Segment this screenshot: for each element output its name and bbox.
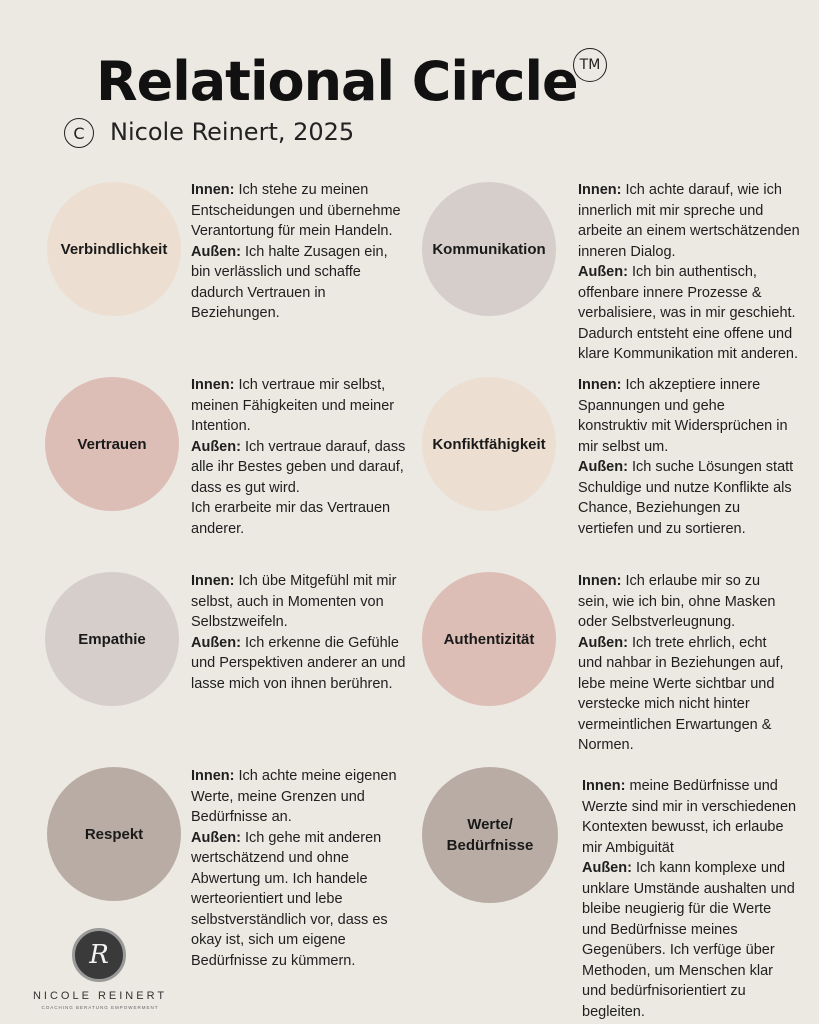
- inner-label: Innen:: [191, 377, 235, 393]
- circle-vertrauen: [45, 377, 179, 511]
- circle-werte-beduerfnisse: [422, 767, 558, 903]
- circle-label: Verbindlichkeit: [60, 240, 168, 258]
- outer-label: Außen:: [578, 634, 628, 651]
- desc-empathie: Innen: Ich übe Mitgefühl mit mir selbst, auch in Momenten von Selbstzweifeln. Außen: Ich erkenne die Gefühle und Perspektiven anderer an und lasse mich von ihnen berühren.: [191, 573, 406, 692]
- desc-verbindlichkeit: Innen: Ich stehe zu meinen Entscheidungen und übernehme Verantortung für mein Handeln. Außen: Ich halte Zusagen ein, bin verlässlich und schaffe dadurch Vertrauen in Beziehungen.: [191, 182, 401, 321]
- trademark-icon: TM: [573, 48, 607, 82]
- logo-name: NICOLE REINERT: [32, 990, 168, 1002]
- desc-werte-beduerfnisse: Innen: meine Bedürfnisse und Werzte sind mir in verschiedenen Kontexten bewusst, ich erlaube mir Ambiguität Außen: Ich kann komplexe und unklare Umstände aushalten und bleibe neugierig für die Werte und Bedürfnisse meines Gegenübers. Ich verfüge über Methoden, um Menschen klar und bedürfnisorientiert zu begleiten.: [582, 778, 797, 1020]
- circle-label: Empathie: [78, 630, 146, 648]
- desc-kommunikation: Innen: Ich achte darauf, wie ich innerlich mit mir spreche und arbeite an einem wertschätzenden inneren Dialog. Außen: Ich bin authentisch, offenbare innere Prozesse & verbalisiere, was in mir geschieht. Dadurch entsteht eine offene und klare Kommunikation mit anderen.: [578, 182, 800, 362]
- outer-label: Außen:: [578, 264, 628, 280]
- logo-tagline: COACHING BERATUNG EMPOWERMENT: [41, 1005, 159, 1010]
- circle-konfliktfaehigkeit: [422, 377, 556, 511]
- circle-label: Konfiktfähigkeit: [432, 435, 546, 453]
- inner-label: Innen:: [578, 573, 622, 589]
- inner-label: Innen:: [582, 778, 626, 794]
- outer-label: Außen:: [191, 243, 241, 260]
- outer-label: Außen:: [191, 634, 241, 651]
- outer-label: Außen:: [578, 459, 628, 475]
- circle-label: Werte/ Bedürfnisse: [446, 816, 534, 854]
- copyright-icon: C: [64, 118, 94, 148]
- circle-authentizitaet: [422, 572, 556, 706]
- inner-label: Innen:: [578, 377, 622, 393]
- inner-label: Innen:: [191, 573, 235, 589]
- author-line: Nicole Reinert, 2025: [110, 118, 355, 146]
- circle-label: Vertrauen: [77, 435, 147, 453]
- circle-label: Kommunikation: [432, 240, 546, 258]
- desc-vertrauen: Innen: Ich vertraue mir selbst, meinen Fähigkeiten und meiner Intention. Außen: Ich vertraue darauf, dass alle ihr Bestes geben und darauf, dass es gut wird. Ich erarbeite mir das Vertrauen anderer.: [191, 377, 406, 537]
- inner-label: Innen:: [578, 182, 622, 198]
- circle-respekt: [47, 767, 181, 901]
- circle-label: Respekt: [84, 825, 144, 843]
- outer-label: Außen:: [582, 860, 632, 876]
- desc-authentizitaet: Innen: Ich erlaube mir so zu sein, wie ich bin, ohne Masken oder Selbstverleugnung. Außen: Ich trete ehrlich, echt und nahbar in Beziehungen auf, lebe meine Werte sichtbar und verstecke mich nicht hinter vermeintlichen Erwartungen & Normen.: [578, 573, 784, 753]
- circle-verbindlichkeit: [47, 182, 181, 316]
- inner-label: Innen:: [191, 182, 235, 198]
- page-title: Relational Circle: [96, 50, 578, 113]
- inner-label: Innen:: [191, 768, 235, 784]
- circle-empathie: [45, 572, 179, 706]
- circle-kommunikation: [422, 182, 556, 316]
- logo-icon: R: [72, 928, 126, 982]
- circle-label: Authentizität: [443, 630, 535, 648]
- desc-respekt: Innen: Ich achte meine eigenen Werte, meine Grenzen und Bedürfnisse an. Außen: Ich gehe mit anderen wertschätzend und ohne Abwertung um. Ich handele werteorientiert und lebe selbstverständlich vor, dass es okay ist, sich um eigene Bedürfnisse zu kümmern.: [191, 768, 397, 969]
- outer-label: Außen:: [191, 438, 241, 455]
- outer-label: Außen:: [191, 829, 241, 846]
- desc-konfliktfaehigkeit: Innen: Ich akzeptiere innere Spannungen und gehe konstruktiv mit Widersprüchen in mir selbst um. Außen: Ich suche Lösungen statt Schuldige und nutze Konflikte als Chance, Beziehungen zu vertiefen und zu sortieren.: [578, 377, 794, 537]
